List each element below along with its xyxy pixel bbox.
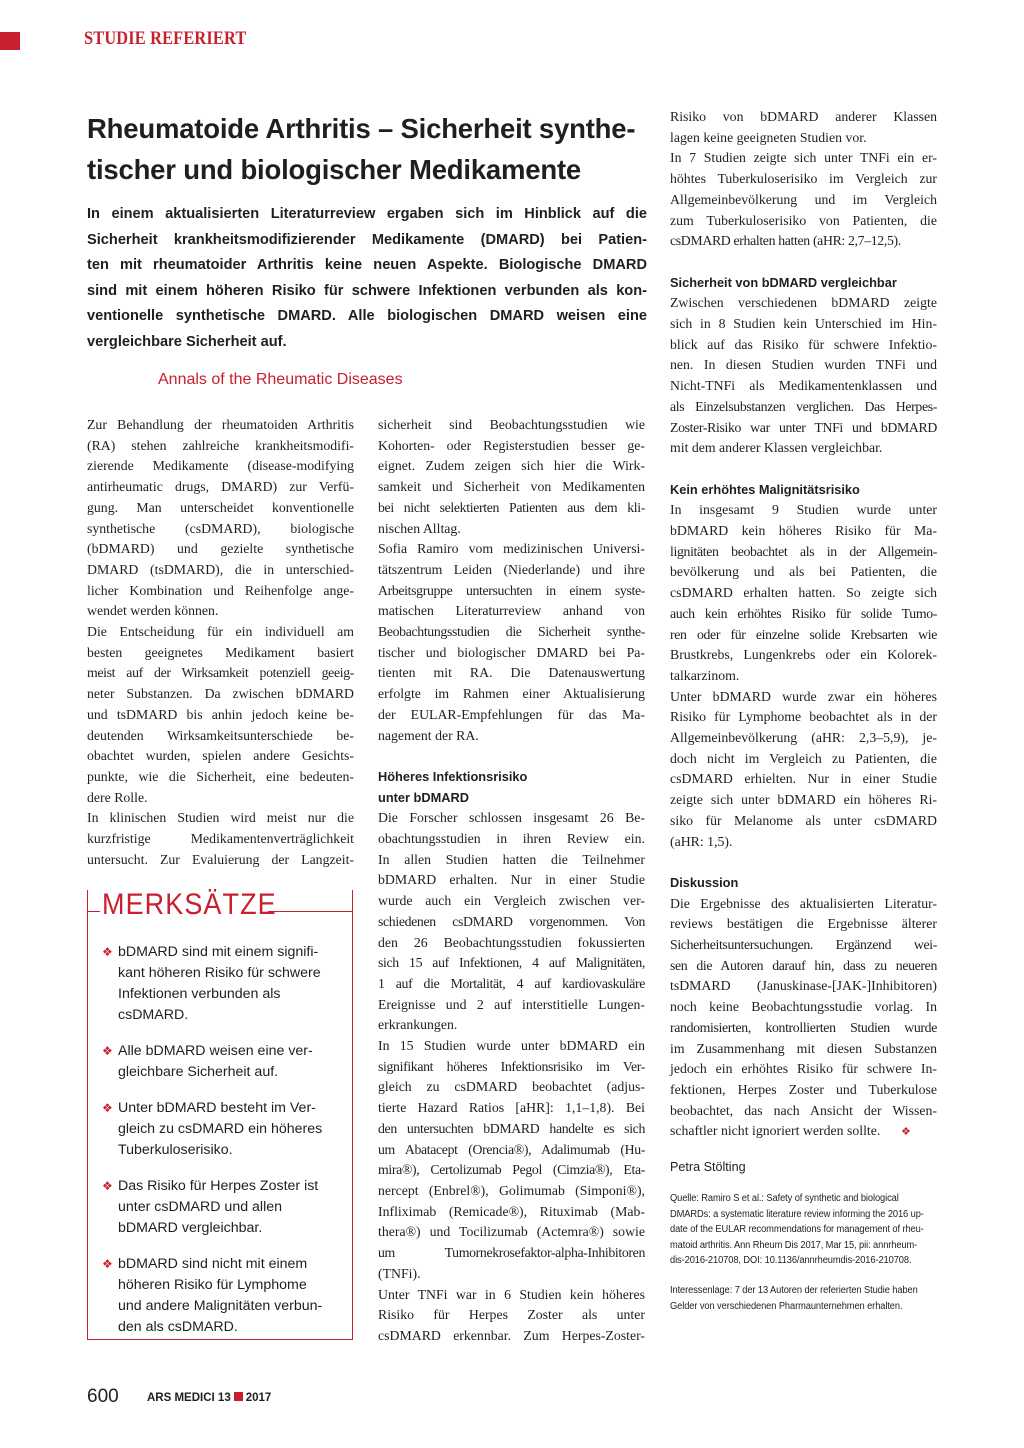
text-line: csDMARD erhalten hatten. So zeigte sich [670, 585, 937, 601]
paragraph [378, 415, 645, 539]
text-line: Nicht-TNFi als Medikamentenklassen und [670, 378, 937, 394]
text-line: matischen Literaturreview anhand von [378, 603, 645, 619]
text-line: synthetische (csDMARD), biologische [87, 520, 354, 536]
footer-square-icon [234, 1392, 243, 1401]
paragraph [670, 107, 937, 148]
text-line: beobachtet, das nach Ansicht der Wissen- [670, 1102, 937, 1118]
text-line: (bDMARD) und gezielte synthetische [87, 541, 354, 557]
text-line: Sofia Ramiro vom medizinischen Universi- [378, 541, 645, 557]
text-line: Unter bDMARD wurde zwar ein höheres [670, 688, 937, 704]
text-line: jedoch ein erhöhtes Risiko für schwere In- [670, 1061, 937, 1077]
text-line: bDMARD erhalten. Nur in einer Studie [378, 872, 645, 888]
text-line: talkarzinom. [670, 667, 740, 683]
text-line: sich 15 auf Infektionen, 4 auf Malignitäten, [378, 955, 645, 971]
box-top-rule [88, 911, 100, 912]
subheading: Kein erhöhtes Malignitätsrisiko [670, 481, 860, 497]
text-line: bei nicht selektierten Patienten aus dem kli- [378, 499, 645, 515]
spacer [670, 459, 937, 480]
text-line: csDMARD erhalten hatten (aHR: 2,7–12,5). [670, 233, 901, 249]
text-line: zum Tuberkuloserisiko von Patienten, die [670, 212, 937, 228]
article-title [87, 108, 647, 190]
key-point-line: bDMARD sind mit einem signifi- [118, 944, 319, 960]
text-line: untersucht. Zur Evaluierung der Langzeit- [87, 851, 354, 867]
text-line: gung. Man unterscheidet konventionelle [87, 499, 354, 515]
text-line: als Einzelsubstanzen verglichen. Das Herpes- [670, 398, 937, 414]
paragraph [378, 808, 645, 1036]
paragraph [670, 293, 937, 459]
text-line: besten geeignetes Medikament basiert [87, 644, 354, 660]
key-point [102, 1098, 342, 1161]
text-line: siko für Melanome als unter csDMARD [670, 812, 937, 828]
text-line: Kohorten- oder Registerstudien besser ge- [378, 437, 645, 453]
text-line: DMARD (tsDMARD), die in unterschied- [87, 561, 354, 577]
footer-year: 2017 [245, 1392, 272, 1404]
diamond-icon: ❖ [102, 1257, 113, 1271]
text-line: csDMARD erhielten. Nur in einer Studie [670, 771, 937, 787]
text-line: den 26 Beobachtungsstudien fokussierten [378, 934, 645, 950]
source-line: DMARDs: a systematic literature review informing the 2016 up- [670, 1208, 924, 1220]
text-line: (RA) stehen zahlreiche krankheitsmodifi- [87, 437, 354, 453]
text-line: nischen Alltag. [378, 520, 461, 536]
text-line: sen die Autoren darauf hin, dass zu neueren [670, 957, 937, 973]
text-line: mira®), Certolizumab Pegol (Cimzia®), Eta- [378, 1162, 645, 1178]
paragraph [670, 687, 937, 853]
spacer [670, 1269, 937, 1283]
text-line: signifikant höheres Infektionsrisiko im Ver- [378, 1058, 645, 1074]
box-top-rule [268, 911, 353, 912]
text-line: (aHR: 1,5). [670, 833, 733, 849]
text-line: kurzfristige Medikamentenverträglichkeit [87, 831, 354, 847]
key-point [102, 1176, 342, 1239]
key-point [102, 1041, 342, 1083]
diamond-icon: ❖ [102, 1101, 113, 1115]
text-line: Risiko für Herpes Zoster als unter [378, 1307, 645, 1323]
page-number: 600 [87, 1386, 119, 1407]
text-line: erkrankungen. [378, 1017, 458, 1033]
text-line: meist auf der Wirksamkeit potenziell geeig- [87, 665, 354, 681]
text-line: Die Forscher schlossen insgesamt 26 Be- [378, 810, 645, 826]
text-line: erfolgte im Rahmen einer Aktualisierung [378, 686, 645, 702]
text-line: sicherheit sind Beobachtungsstudien wie [378, 417, 645, 432]
text-line: ren oder für einzelne solide Krebsarten wie [670, 626, 937, 642]
text-line: tsDMARD (Januskinase-[JAK-]Inhibitoren) [670, 978, 937, 994]
text-line: Zur Behandlung der rheumatoiden Arthritis [87, 417, 354, 432]
text-line: Zoster-Risiko war unter TNFi und bDMARD [670, 419, 937, 435]
text-line: tienten mit RA. Die Datenauswertung [378, 665, 645, 681]
text-line: tätszentrum Leiden (Niederlande) und ihre [378, 561, 645, 577]
text-line: csDMARD erkennbar. Zum Herpes-Zoster- [378, 1327, 645, 1343]
source-line: matoid arthritis. Ann Rheum Dis 2017, Mar 15, pii: annrheum- [670, 1239, 918, 1251]
text-line: nen. In diesen Studien wurden TNFi und [670, 357, 937, 373]
conflict-line: Gelder von verschiedenen Pharmaunternehmen erhalten. [670, 1300, 903, 1312]
conflict-statement [670, 1283, 937, 1314]
text-line: lagen keine geeigneten Studien vor. [670, 129, 867, 145]
journal-name: Annals of the Rheumatic Diseases [158, 371, 403, 388]
text-line: um Tumornekrosefaktor-alpha-Inhibitoren [378, 1245, 645, 1261]
paragraph [670, 148, 937, 252]
text-line: obachtet wurden, spielen andere Gesichts- [87, 748, 354, 764]
text-line: den untersuchten bDMARD handelte es sich [378, 1120, 645, 1136]
text-line: bevölkerung und als bei Patienten, die [670, 564, 937, 580]
lead-line: sind mit einem höheren Risiko für schwere Infektionen verbunden als kon- [87, 282, 647, 299]
spacer [670, 1143, 937, 1157]
key-point-line: gleichbare Sicherheit auf. [118, 1064, 279, 1080]
key-point-line: gleich zu csDMARD ein höheres [118, 1121, 323, 1137]
column-3 [670, 107, 937, 1314]
column-2 [378, 415, 645, 1347]
paragraph [378, 539, 645, 746]
text-line: Brustkrebs, Lungenkrebs oder ein Kolorek- [670, 647, 937, 663]
text-line: randomisierten, kontrollierten Studien wurde [670, 1019, 937, 1035]
subheading: unter bDMARD [378, 789, 469, 805]
lead-line: In einem aktualisierten Literaturreview ergaben sich im Hinblick auf die [87, 206, 647, 222]
diamond-icon: ❖ [102, 1044, 113, 1058]
footer-journal-name: ARS MEDICI 13 [147, 1392, 231, 1404]
key-point-line: Unter bDMARD besteht im Ver- [118, 1100, 316, 1116]
text-line-end: schaftler nicht ignoriert werden sollte. [670, 1123, 881, 1139]
key-point-line: Alle bDMARD weisen eine ver- [118, 1043, 313, 1059]
text-line: um Abatacept (Orencia®), Adalimumab (Hu- [378, 1141, 645, 1157]
paragraph [87, 415, 354, 622]
paragraph [670, 500, 937, 686]
paragraph [378, 1036, 645, 1284]
text-line: nagement der RA. [378, 727, 479, 743]
text-line: Sicherheitsuntersuchungen. Ergänzend wei- [670, 937, 937, 953]
spacer [670, 252, 937, 273]
text-line: In allen Studien hatten die Teilnehmer [378, 851, 645, 867]
key-points-list [102, 942, 342, 1353]
section-label: STUDIE REFERIERT [84, 28, 247, 49]
paragraph [378, 1285, 645, 1347]
text-line: Ereignisse und 2 auf interstitielle Lungen- [378, 996, 645, 1012]
text-line: Die Entscheidung für ein individuell am [87, 624, 354, 640]
subheading: Höheres Infektionsrisiko [378, 768, 528, 784]
text-line: der EULAR-Empfehlungen für das Ma- [378, 706, 645, 722]
key-point-line: bDMARD vergleichbar. [118, 1220, 263, 1236]
text-line: lignitäten beobachtet als in der Allgemein- [670, 543, 937, 559]
title-line: Rheumatoide Arthritis – Sicherheit synthe- [87, 113, 636, 144]
text-line: In 15 Studien wurde unter bDMARD ein [378, 1038, 645, 1054]
text-line: obachtungsstudien in ihren Review ein. [378, 831, 645, 847]
text-line: deutenden Wirksamkeitsunterschiede be- [87, 727, 354, 743]
text-line: Zwischen verschiedenen bDMARD zeigte [670, 295, 937, 311]
lead-paragraph [87, 202, 647, 356]
text-line: punkte, wie die Sicherheit, eine bedeuten- [87, 768, 354, 784]
text-line: Allgemeinbevölkerung und im Vergleich [670, 191, 937, 207]
author: Petra Stölting [670, 1160, 746, 1175]
text-line: wurde auch ein Vergleich zwischen ver- [378, 893, 645, 909]
lead-line: vergleichbare Sicherheit auf. [87, 333, 287, 350]
text-line: wendet werden können. [87, 603, 219, 619]
key-point-line: höheren Risiko für Lymphome [118, 1277, 307, 1293]
text-line: Infliximab (Remicade®), Rituximab (Mab- [378, 1203, 645, 1219]
text-line: Risiko von bDMARD anderer Klassen [670, 109, 937, 124]
text-line: doch nicht im Vergleich zu Patienten, die [670, 750, 937, 766]
text-line: (TNFi). [378, 1265, 421, 1281]
spacer [670, 852, 937, 873]
text-line: Unter TNFi war in 6 Studien kein höheres [378, 1286, 645, 1302]
footer-journal [147, 1392, 271, 1404]
text-line: tierte Hazard Ratios [aHR]: 1,1–1,8). Bei [378, 1100, 645, 1116]
text-line: zeigte sich unter bDMARD ein höheres Ri- [670, 792, 937, 808]
key-point [102, 1254, 342, 1338]
key-points-title: MERKSÄTZE [102, 888, 277, 921]
key-points-box [87, 890, 353, 1340]
key-point [102, 942, 342, 1026]
key-point-line: und andere Malignitäten verbun- [118, 1298, 323, 1314]
lead-line: ten mit rheumatoider Arthritis keine neuen Aspekte. Biologische DMARD [87, 257, 647, 274]
key-point-line: csDMARD. [118, 1007, 189, 1023]
text-line: schiedenen csDMARD vorgenommen. Von [378, 913, 645, 929]
text-line: noch keine Beobachtungsstudie vorlag. In [670, 999, 937, 1015]
key-point-line: bDMARD sind nicht mit einem [118, 1256, 308, 1272]
key-point-line: kant höheren Risiko für schwere [118, 965, 321, 981]
subheading: Sicherheit von bDMARD vergleichbar [670, 274, 897, 290]
spacer [378, 746, 645, 767]
text-line: nercept (Enbrel®), Golimumab (Simponi®), [378, 1183, 645, 1198]
section-marker [0, 32, 20, 50]
key-point-line: Das Risiko für Herpes Zoster ist [118, 1178, 319, 1194]
source-line: date of the EULAR recommendations for management of rheu- [670, 1224, 924, 1236]
text-line: mit dem anderer Klassen vergleichbar. [670, 440, 883, 456]
diamond-icon: ❖ [102, 1179, 113, 1193]
text-line: dere Rolle. [87, 789, 148, 805]
text-line: blick auf das Risiko für schwere Infektio- [670, 336, 937, 352]
text-line: Arbeitsgruppe untersuchten in einem syste- [378, 582, 645, 598]
text-line: licher Kombination und Reihenfolge ange- [87, 582, 354, 598]
text-line: Die Ergebnisse des aktualisierten Literatur- [670, 895, 937, 911]
paragraph [87, 808, 354, 870]
text-line: fektionen, Herpes Zoster und Tuberkulose [670, 1082, 937, 1097]
text-line: reviews bestätigen die Ergebnisse älterer [670, 916, 937, 932]
text-line: sich in 8 Studien kein Unterschied im Hin- [670, 316, 937, 332]
text-line: zierende Medikamente (disease-modifying [87, 458, 354, 474]
key-point-line: Infektionen verbunden als [118, 986, 281, 1002]
column-1 [87, 415, 354, 870]
paragraph [87, 622, 354, 808]
text-line: thera®) und Tocilizumab (Actemra®) sowie [378, 1224, 645, 1240]
text-line: In 7 Studien zeigte sich unter TNFi ein er- [670, 150, 937, 166]
text-line: gleich zu csDMARD beobachtet (adjus- [378, 1079, 645, 1095]
diamond-icon: ❖ [102, 945, 113, 959]
subheading: Diskussion [670, 874, 739, 890]
text-line: In insgesamt 9 Studien wurde unter [670, 502, 937, 518]
text-line: eignet. Zudem zeigen sich hier die Wirk- [378, 458, 645, 474]
lead-line: ventionelle synthetische DMARD. Alle biologischen DMARD weisen eine [87, 308, 647, 325]
text-line: höhtes Tuberkuloserisiko im Vergleich zur [670, 171, 937, 187]
diamond-icon: ❖ [901, 1126, 911, 1139]
paragraph [670, 894, 937, 1143]
text-line: bDMARD kein höheres Risiko für Ma- [670, 523, 937, 539]
text-line: Allgemeinbevölkerung (aHR: 2,3–5,9), je- [670, 730, 937, 746]
text-line: Beobachtungsstudien die Sicherheit synthe- [378, 624, 645, 640]
text-line: im Zusammenhang mit diesen Substanzen [670, 1040, 937, 1056]
source-line: Quelle: Ramiro S et al.: Safety of synthetic and biological [670, 1193, 899, 1205]
key-point-line: unter csDMARD und allen [118, 1199, 283, 1215]
text-line: neter Substanzen. Da zwischen bDMARD [87, 686, 354, 702]
text-line: In klinischen Studien wird meist nur die [87, 810, 354, 826]
lead-line: Sicherheit krankheitsmodifizierender Medikamente (DMARD) bei Patien- [87, 231, 647, 248]
text-line: antirheumatic drugs, DMARD) zur Verfü- [87, 479, 354, 495]
text-line: auch kein erhöhtes Risiko für solide Tumo- [670, 605, 937, 621]
key-point-line: Tuberkuloserisiko. [118, 1142, 233, 1158]
conflict-line: Interessenlage: 7 der 13 Autoren der referierten Studie haben [670, 1285, 918, 1297]
source-reference [670, 1191, 937, 1269]
spacer [670, 1177, 937, 1191]
text-line: samkeit und Sicherheit von Medikamenten [378, 479, 645, 495]
text-line: 1 auf die Mortalität, 4 auf kardiovaskuläre [378, 975, 645, 991]
text-line: tischer und biologischer DMARD bei Pa- [378, 644, 645, 660]
title-line: tischer und biologischer Medikamente [87, 154, 582, 185]
text-line [670, 1121, 937, 1143]
text-line: und tsDMARD bis anhin jedoch keine be- [87, 706, 354, 722]
text-line: Risiko für Lymphome beobachtet als in der [670, 709, 937, 725]
source-line: dis-2016-210708, DOI: 10.1136/annrheumdis-2016-210708. [670, 1255, 912, 1267]
key-point-line: den als csDMARD. [118, 1319, 238, 1335]
